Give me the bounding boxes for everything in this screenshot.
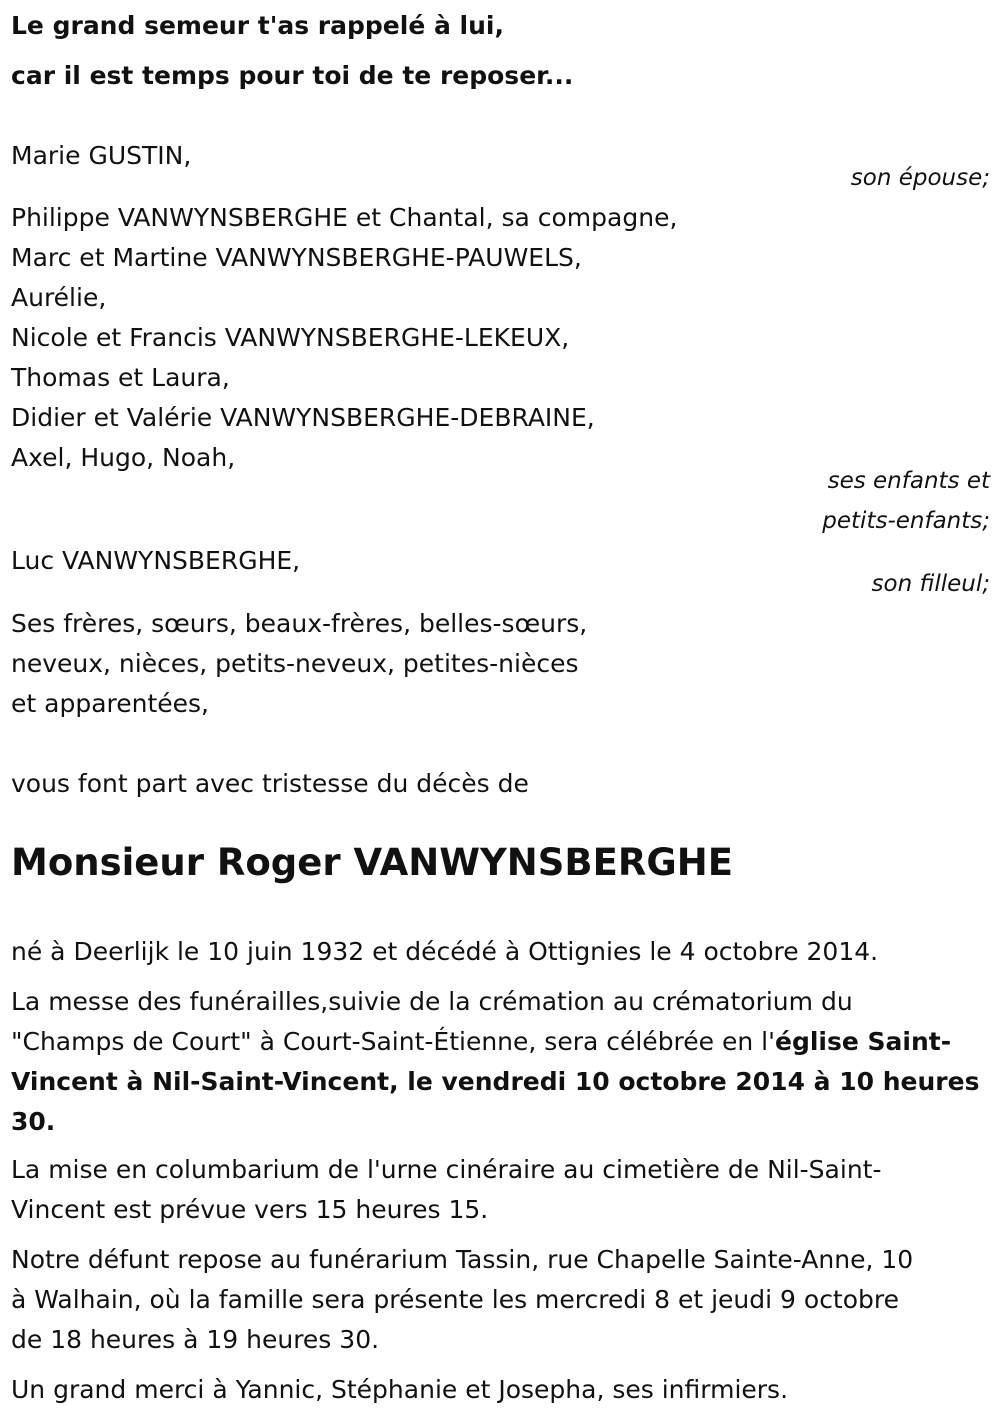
funeral-line-1: La messe des funérailles,suivie de la crémation au crématorium du	[11, 987, 853, 1016]
spouse-name: Marie GUSTIN,	[11, 141, 192, 170]
funeral-text: "Champs de Court" à Court-Saint-Étienne, sera célébrée en l'	[11, 1027, 775, 1056]
children-role-line-2: petits-enfants;	[822, 508, 990, 534]
funerarium-line: de 18 heures à 19 heures 30.	[11, 1325, 380, 1354]
deceased-name: Monsieur Roger VANWYNSBERGHE	[11, 841, 733, 884]
spouse-role: son épouse;	[850, 165, 990, 191]
funeral-line-4: 30.	[11, 1107, 56, 1136]
birth-death-text: né à Deerlijk le 10 juin 1932 et décédé à Ottignies le 4 octobre 2014.	[11, 937, 879, 966]
funeral-church: église Saint-	[775, 1027, 952, 1056]
funeral-line-3: Vincent à Nil-Saint-Vincent, le vendredi 10 octobre 2014 à 10 heures	[11, 1067, 980, 1096]
columbarium-line: Vincent est prévue vers 15 heures 15.	[11, 1195, 489, 1224]
epigraph-line-2: car il est temps pour toi de te reposer...	[11, 61, 574, 90]
funerarium-line: à Walhain, où la famille sera présente les mercredi 8 et jeudi 9 octobre	[11, 1285, 900, 1314]
funeral-line-2	[11, 1022, 951, 1062]
family-member: Aurélie,	[11, 283, 107, 312]
relatives-line: neveux, nièces, petits-neveux, petites-nièces	[11, 649, 579, 678]
columbarium-line: La mise en columbarium de l'urne cinéraire au cimetière de Nil-Saint-	[11, 1155, 882, 1184]
family-member: Thomas et Laura,	[11, 363, 230, 392]
relatives-line: et apparentées,	[11, 689, 209, 718]
godson-name: Luc VANWYNSBERGHE,	[11, 546, 301, 575]
announcement-text: vous font part avec tristesse du décès de	[11, 769, 529, 798]
thanks-text: Un grand merci à Yannic, Stéphanie et Josepha, ses infirmiers.	[11, 1375, 789, 1404]
relatives-line: Ses frères, sœurs, beaux-frères, belles-sœurs,	[11, 609, 588, 638]
family-member: Didier et Valérie VANWYNSBERGHE-DEBRAINE,	[11, 403, 595, 432]
family-member: Nicole et Francis VANWYNSBERGHE-LEKEUX,	[11, 323, 570, 352]
family-member: Marc et Martine VANWYNSBERGHE-PAUWELS,	[11, 243, 582, 272]
family-member: Philippe VANWYNSBERGHE et Chantal, sa compagne,	[11, 203, 678, 232]
funerarium-line: Notre défunt repose au funérarium Tassin, rue Chapelle Sainte-Anne, 10	[11, 1245, 914, 1274]
family-member: Axel, Hugo, Noah,	[11, 443, 236, 472]
godson-role: son filleul;	[871, 571, 990, 597]
epigraph-line-1: Le grand semeur t'as rappelé à lui,	[11, 11, 504, 40]
children-role-line-1: ses enfants et	[827, 468, 990, 494]
